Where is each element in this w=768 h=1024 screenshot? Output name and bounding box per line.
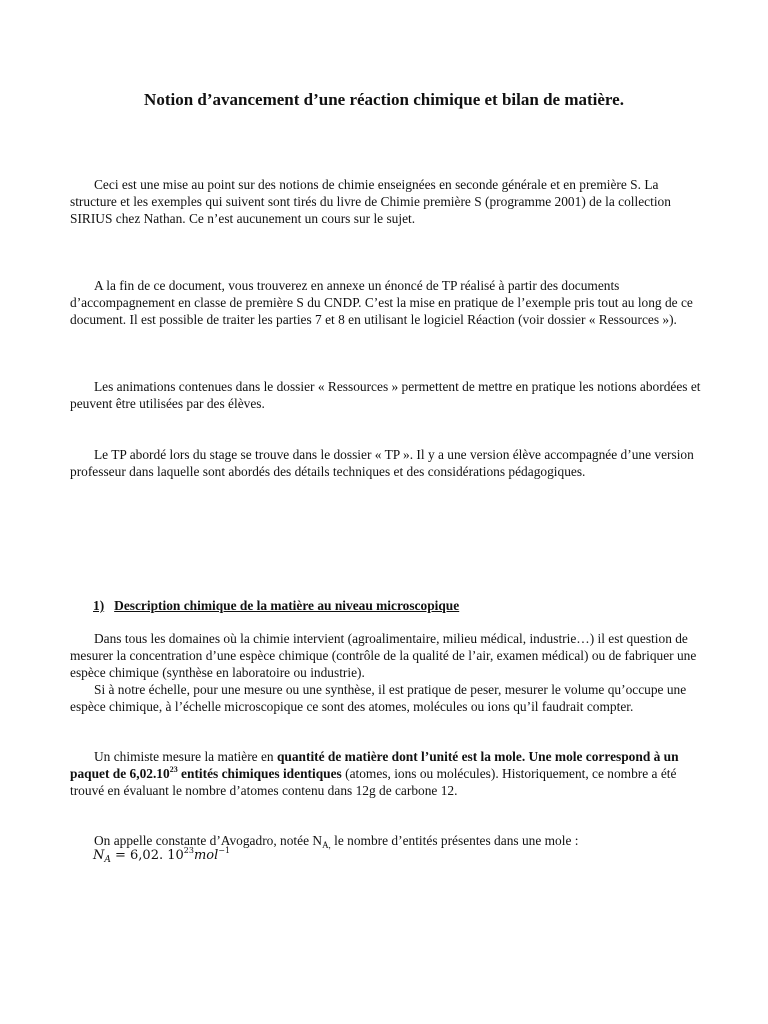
section-1-paragraph-3: [70, 748, 702, 799]
section-1-paragraph-2: Si à notre échelle, pour une mesure ou une synthèse, il est pratique de peser, mesurer le volume qu’occupe une espèce chimique, à l’échelle microscopique ce sont des atomes, molécules ou ions qu’il faudrait compter.: [70, 682, 687, 714]
mole-text-2: .: [521, 749, 529, 764]
formula-exponent: 23: [183, 846, 194, 855]
section-1-title: Description chimique de la matière au niveau microscopique: [114, 598, 460, 613]
mole-bold-3: entités chimiques identiques: [177, 766, 342, 781]
mole-exponent: 23: [169, 765, 178, 774]
document-title: Notion d’avancement d’une réaction chimique et bilan de matière.: [144, 90, 624, 109]
intro-paragraph-1: Ceci est une mise au point sur des notions de chimie enseignées en seconde générale et en première S. La structure et les exemples qui suivent sont tirés du livre de Chimie première S (programme 2001) de la collection SIRIUS chez Nathan. Ce n’est aucunement un cours sur le sujet.: [70, 177, 671, 226]
intro-paragraph-2: A la fin de ce document, vous trouverez en annexe un énoncé de TP réalisé à partir des documents d’accompagnement en classe de première S du CNDP. C’est la mise en pratique de l’exemple pris tout au long de ce document. Il est possible de traiter les parties 7 et 8 en utilisant le logiciel Réaction (voir dossier « Ressources »).: [70, 278, 693, 327]
section-1-heading: [93, 597, 459, 614]
formula-subscript: A: [104, 855, 111, 865]
avogadro-text-1: On appelle constante d’Avogadro, notée N: [94, 833, 323, 848]
intro-paragraph-3: Les animations contenues dans le dossier « Ressources » permettent de mettre en pratique les notions abordées et peuvent être utilisées par des élèves.: [70, 379, 701, 411]
formula-symbol: N: [93, 848, 105, 863]
mole-bold-1: quantité de matière dont l’unité est la mole: [276, 749, 522, 764]
mole-text-1: Un chimiste mesure la matière en: [94, 749, 277, 764]
avogadro-text-2: le nombre d’entités présentes dans une mole :: [330, 833, 579, 848]
formula-unit: mol: [193, 848, 219, 863]
section-1-number: 1): [93, 598, 105, 613]
formula-unit-exponent: −1: [218, 846, 231, 855]
avogadro-subscript: A,: [322, 840, 331, 850]
section-1-paragraph-1: Dans tous les domaines où la chimie intervient (agroalimentaire, milieu médical, industrie…) il est question de mesurer la concentration d’une espèce chimique (contrôle de la qualité de l’air, examen médical) ou de fabriquer une espèce chimique (synthèse en laboratoire ou industrie).: [70, 631, 697, 680]
intro-paragraph-4: Le TP abordé lors du stage se trouve dans le dossier « TP ». Il y a une version élève accompagnée d’une version professeur dans laquelle sont abordés des détails techniques et des considérations pédagogiques.: [70, 447, 694, 479]
formula-value: = 6,02. 10: [110, 848, 184, 863]
avogadro-formula: [93, 847, 230, 864]
mole-bold-2: Une mole correspond à un paquet de 6,02.10: [70, 749, 679, 781]
mole-text-3: (atomes, ions ou molécules). Historiquement, ce nombre a été trouvé en évaluant le nombre d’atomes contenu dans 12g de carbone 12.: [70, 766, 677, 798]
